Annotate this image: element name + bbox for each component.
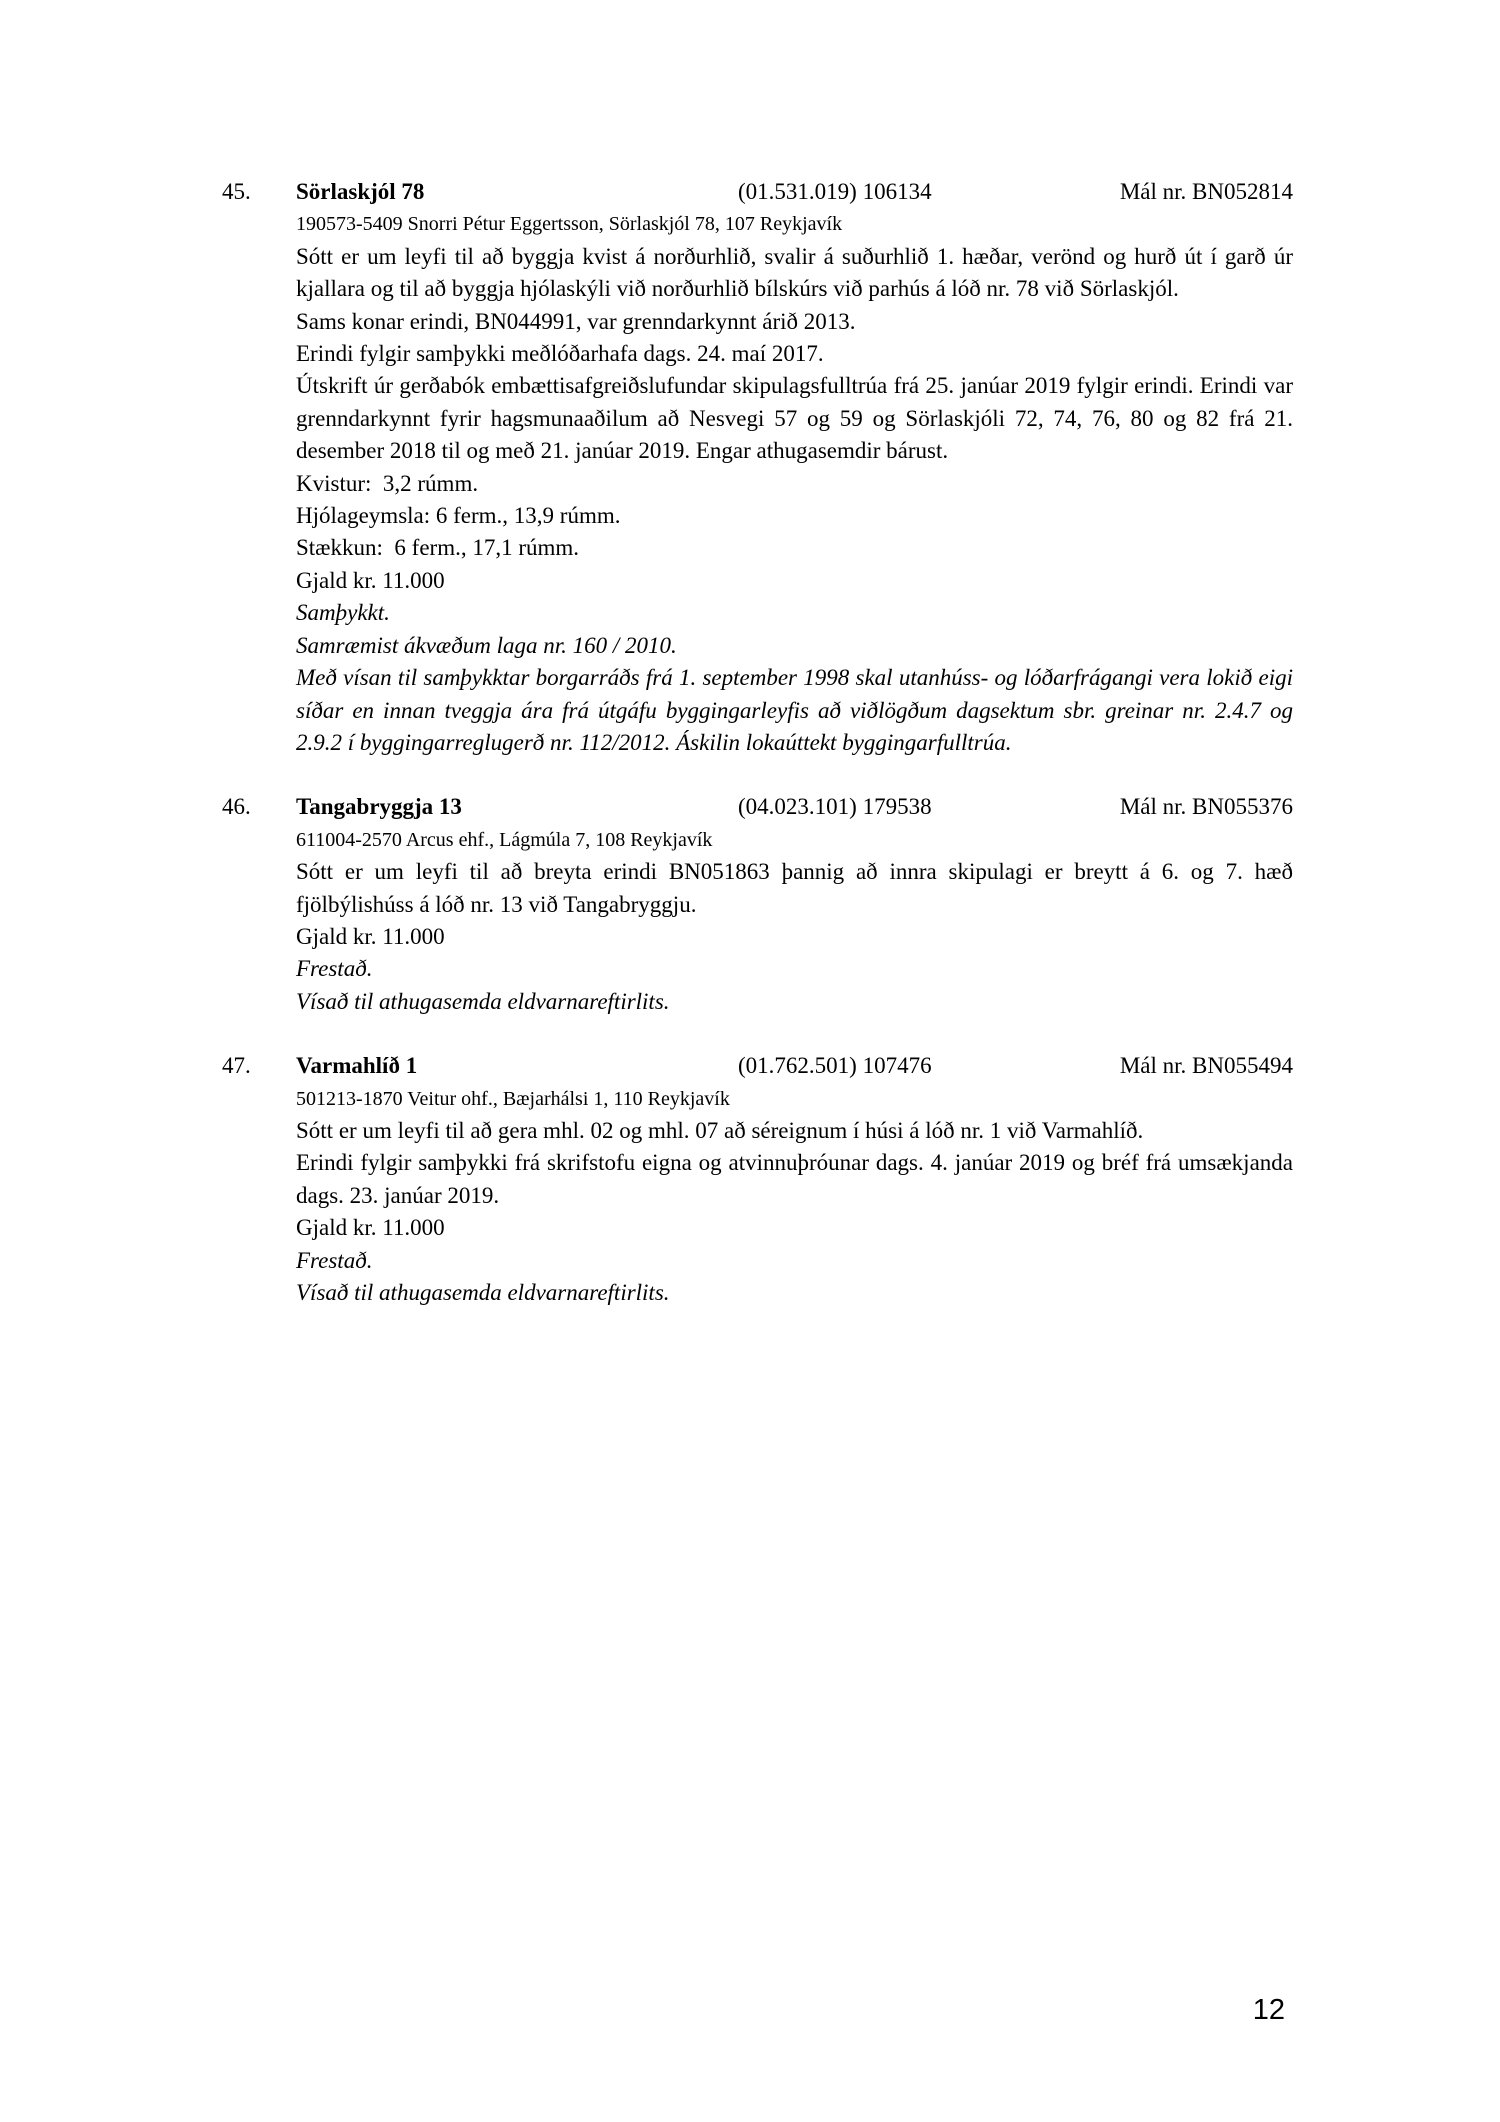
paragraph: Sótt er um leyfi til að breyta erindi BN051863 þannig að innra skipulagi er breytt á 6. og 7. hæð fjölbýlishúss á lóð nr. 13 við Tangabryggju.	[296, 859, 1293, 917]
item-reference: (04.023.101) 179538	[738, 794, 932, 820]
item-title: Varmahlíð 1	[296, 1053, 418, 1079]
measurement-line: Kvistur: 3,2 rúmm.	[296, 470, 479, 496]
paragraph: Sótt er um leyfi til að byggja kvist á norðurhlið, svalir á suðurhlið 1. hæðar, verönd og hurð út í garð úr kjallara og til að byggja hjólaskýli við norðurhlið bílskúrs við parhús á lóð nr. 78 við Sörlaskjól.	[296, 243, 1293, 302]
item-reference: (01.531.019) 106134	[738, 179, 932, 204]
paragraph: Erindi fylgir samþykki meðlóðarhafa dags. 24. maí 2017.	[296, 341, 824, 367]
item-number: 46.	[222, 794, 251, 820]
item-title: Sörlaskjól 78	[296, 179, 425, 204]
item-header	[222, 176, 1293, 208]
decision-line: Frestað.	[296, 1247, 373, 1273]
agenda-item-47	[222, 1050, 1293, 1309]
paragraph: Erindi fylgir samþykki frá skrifstofu eigna og atvinnuþróunar dags. 4. janúar 2019 og bréf frá umsækjanda dags. 23. janúar 2019.	[296, 1150, 1293, 1208]
applicant-line: 611004-2570 Arcus ehf., Lágmúla 7, 108 Reykjavík	[296, 828, 713, 851]
item-title: Tangabryggja 13	[296, 794, 462, 820]
paragraph: Sótt er um leyfi til að gera mhl. 02 og mhl. 07 að séreignum í húsi á lóð nr. 1 við Varmahlíð.	[296, 1117, 1144, 1143]
item-number: 47.	[222, 1053, 251, 1079]
item-header	[222, 1050, 1293, 1082]
page-number: 12	[1252, 1994, 1285, 2026]
paragraph: Sams konar erindi, BN044991, var grenndarkynnt árið 2013.	[296, 308, 856, 334]
item-body	[296, 208, 1293, 759]
decision-line: Vísað til athugasemda eldvarnareftirlits.	[296, 988, 670, 1014]
decision-line: Með vísan til samþykktar borgarráðs frá 1. september 1998 skal utanhúss- og lóðarfrágangi vera lokið eigi síðar en innan tveggja ára frá útgáfu byggingarleyfis að viðlögðum dagsektum sbr. greinar nr. 2.4.7 og 2.9.2 í byggingarreglugerð nr. 112/2012. Áskilin lokaúttekt byggingarfulltrúa.	[296, 665, 1293, 755]
agenda-item-45	[222, 176, 1293, 759]
fee-line: Gjald kr. 11.000	[296, 567, 445, 593]
item-number: 45.	[222, 179, 251, 204]
decision-line: Frestað.	[296, 956, 373, 982]
measurement-line: Hjólageymsla: 6 ferm., 13,9 rúmm.	[296, 503, 621, 529]
decision-line: Samræmist ákvæðum laga nr. 160 / 2010.	[296, 632, 677, 658]
applicant-line: 190573-5409 Snorri Pétur Eggertsson, Sörlaskjól 78, 107 Reykjavík	[296, 213, 843, 236]
item-body	[296, 1083, 1293, 1310]
decision-line: Vísað til athugasemda eldvarnareftirlits.	[296, 1280, 670, 1305]
measurement-line: Stækkun: 6 ferm., 17,1 rúmm.	[296, 535, 580, 561]
decision-line: Samþykkt.	[296, 600, 390, 626]
item-reference: (01.762.501) 107476	[738, 1053, 932, 1079]
paragraph: Útskrift úr gerðabók embættisafgreiðslufundar skipulagsfulltrúa frá 25. janúar 2019 fylgir erindi. Erindi var grenndarkynnt fyrir hagsmunaaðilum að Nesvegi 57 og 59 og Sörlaskjóli 72, 74, 76, 80 og 82 frá 21. desember 2018 til og með 21. janúar 2019. Engar athugasemdir bárust.	[296, 373, 1293, 464]
fee-line: Gjald kr. 11.000	[296, 923, 445, 949]
fee-line: Gjald kr. 11.000	[296, 1215, 445, 1241]
item-case-number: Mál nr. BN055376	[1119, 794, 1293, 820]
item-body	[296, 824, 1293, 1018]
item-header	[222, 791, 1293, 823]
agenda-item-46	[222, 791, 1293, 1018]
item-case-number: Mál nr. BN055494	[1119, 1053, 1293, 1079]
minutes-content	[222, 176, 1293, 1309]
applicant-line: 501213-1870 Veitur ohf., Bæjarhálsi 1, 110 Reykjavík	[296, 1087, 730, 1110]
item-case-number: Mál nr. BN052814	[1119, 179, 1293, 204]
